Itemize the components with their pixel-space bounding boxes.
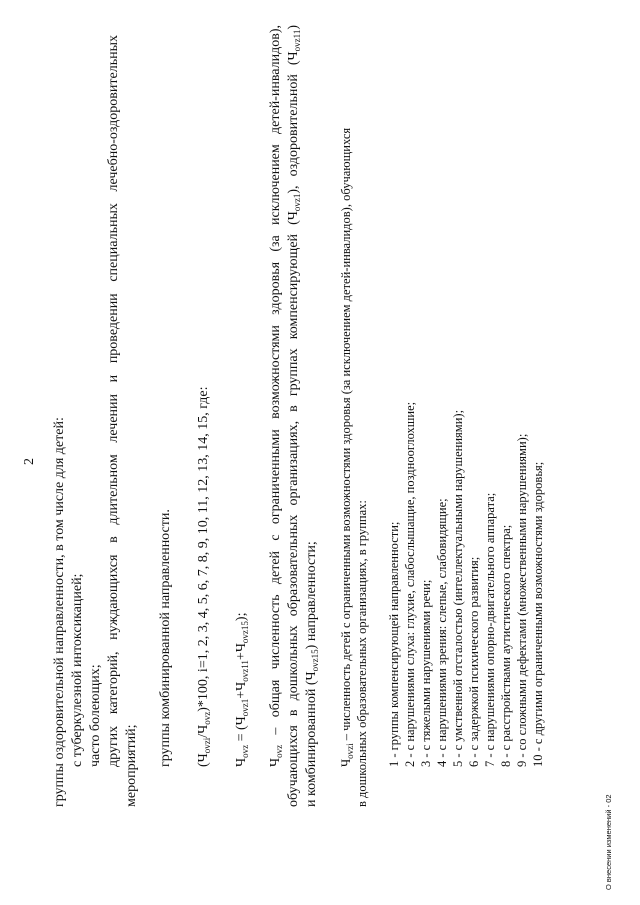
list-item: 2 - с нарушениями слуха: глухие, слабослышащие, позднооглохшие; xyxy=(403,401,417,767)
intro-line-1: группы оздоровительной направленности, в том числе для детей: xyxy=(52,417,67,807)
definition-group-line-1: $Ч_{ovzi}$ – численность детей с ограниченными возможностями здоровья (за исключением детей-инвалидов), обучающихся xyxy=(339,127,355,767)
intro-line-3: часто болеющих; xyxy=(88,664,103,767)
list-item: 7 - с нарушениями опорно-двигательного аппарата; xyxy=(483,492,497,767)
definition-group-line-2: в дошкольных образовательных организациях, в группах: xyxy=(355,500,369,807)
definition-total-line-2: обучающихся в дошкольных образовательных организациях, в группах компенсирующей $(Ч_{ovz1})$, оздоровительной $(Ч_{ovz11})$ xyxy=(286,24,302,807)
list-item: 9 - со сложными дефектами (множественными нарушениями); xyxy=(515,433,529,767)
list-item: 5 - с умственной отсталостью (интеллектуальными нарушениями); xyxy=(451,409,465,767)
list-item: 10 - с другими ограниченными возможностями здоровья; xyxy=(531,461,545,767)
formula-total: $Ч_{ovz} = (Ч_{ovz1}+Ч_{ovz11}+Ч_{ovz15})$; xyxy=(234,612,250,767)
definition-total-line-1: $Ч_{ovz}$ – общая численность детей с ограниченными возможностями здоровья (за исключением детей-инвалидов), xyxy=(268,25,284,767)
list-item: 6 - с задержкой психического развития; xyxy=(467,556,481,767)
definition-total-line-3: и комбинированной $(Ч_{ovz15})$ направленности; xyxy=(304,541,320,807)
footer-note: О внесении изменений - 02 xyxy=(604,794,613,890)
page-number: 2 xyxy=(22,458,37,465)
list-item: 1 - группы компенсирующей направленности; xyxy=(387,521,401,767)
list-item: 3 - с тяжелыми нарушениями речи; xyxy=(419,579,433,767)
intro-line-6: группы комбинированной направленности. xyxy=(158,509,173,767)
list-item: 8 - с расстройствами аутистического спектра; xyxy=(499,524,513,767)
intro-line-2: с туберкулезной интоксикацией; xyxy=(70,573,85,767)
list-item: 4 - с нарушениями зрения: слепые, слабовидящие; xyxy=(435,498,449,767)
intro-line-5: мероприятий; xyxy=(124,724,139,807)
intro-line-4: других категорий, нуждающихся в длительном лечении и проведении специальных лечебно-оздоровительных xyxy=(106,35,121,767)
formula-percentage: $(Ч_{ovzi}/Ч_{ovz})*100$, i=1, 2, 3, 4, 5, 6, 7, 8, 9, 10, 11, 12, 13, 14, 15, где: xyxy=(196,386,212,767)
